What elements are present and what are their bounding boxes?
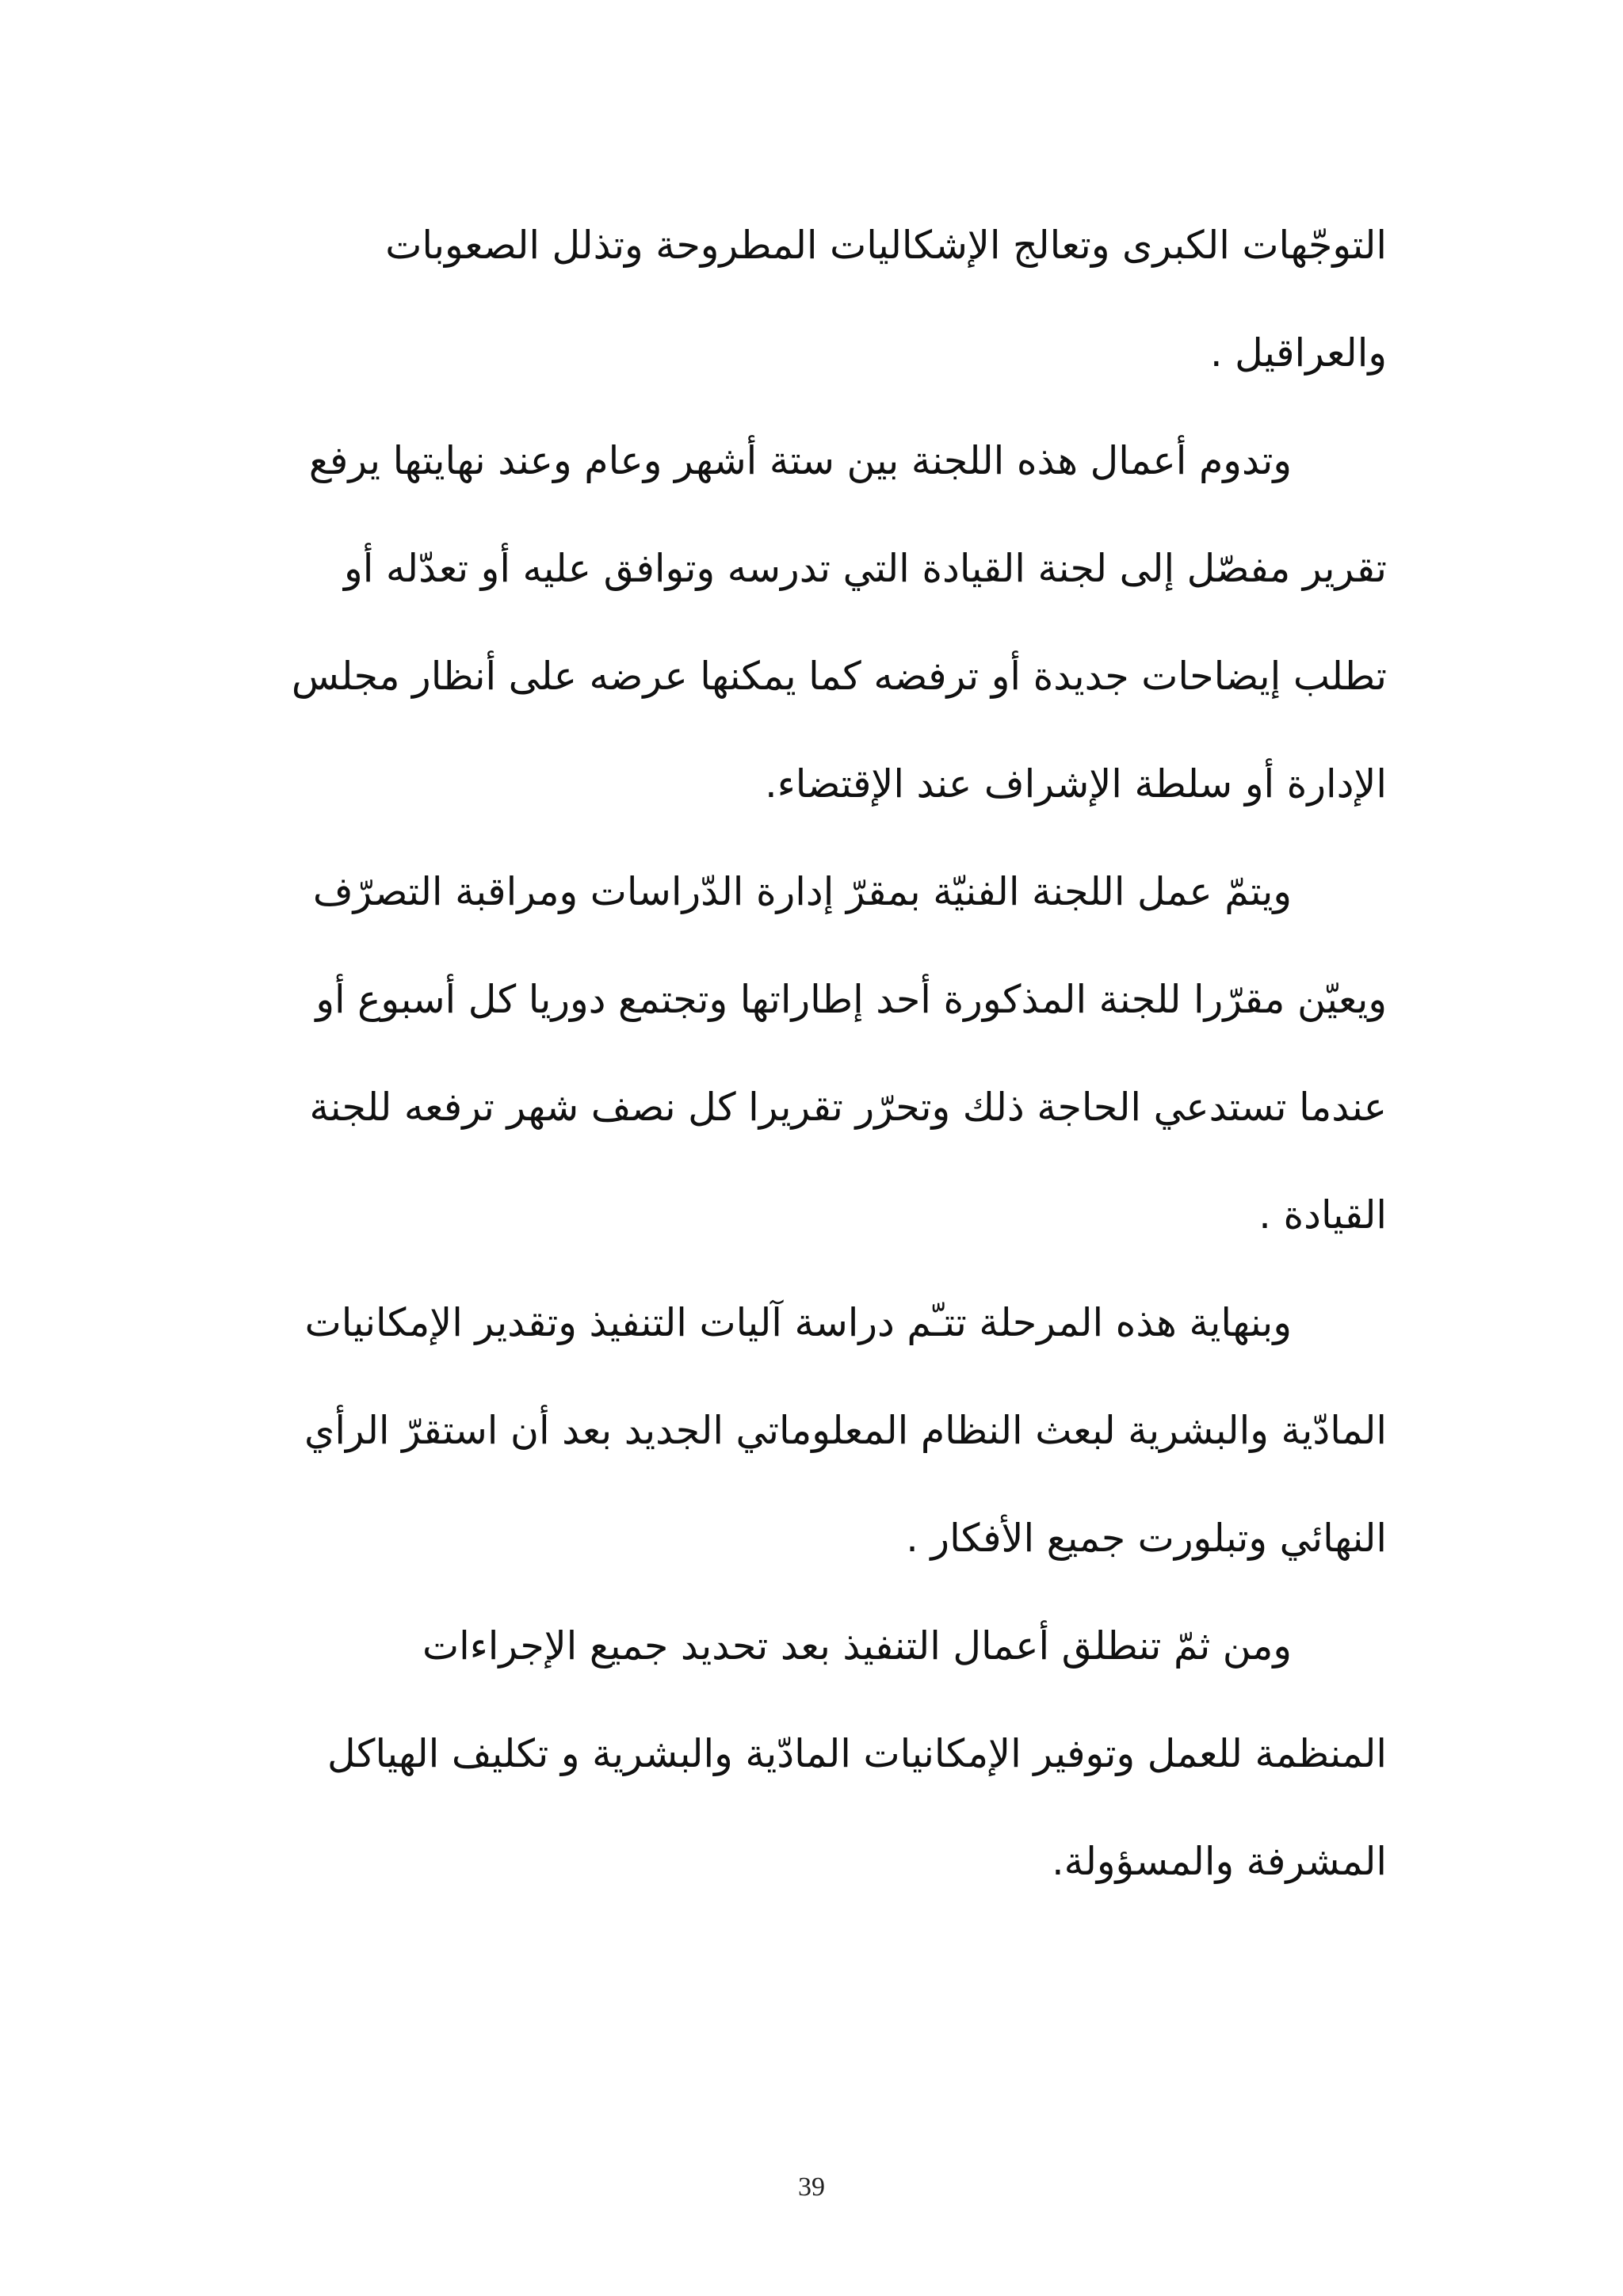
text-line: وتدوم أعمال هذه اللجنة بين ستة أشهر وعام وعند نهايتها يرفع	[308, 438, 1292, 483]
text-line: تقرير مفصّل إلى لجنة القيادة التي تدرسه وتوافق عليه أو تعدّله أو	[344, 546, 1387, 591]
text-line: المشرفة والمسؤولة.	[1052, 1839, 1387, 1884]
body-text	[254, 208, 1387, 1932]
text-line: ويعيّن مقرّرا للجنة المذكورة أحد إطاراتها وتجتمع دوريا كل أسبوع أو	[315, 977, 1387, 1022]
text-line: والعراقيل .	[1210, 330, 1387, 376]
page-number: 39	[798, 2172, 825, 2202]
text-line: ومن ثمّ تنطلق أعمال التنفيذ بعد تحديد جميع الإجراءات	[422, 1623, 1292, 1669]
text-line: التوجّهات الكبرى وتعالج الإشكاليات المطروحة وتذلل الصعوبات	[385, 223, 1387, 268]
text-line: النهائي وتبلورت جميع الأفكار .	[906, 1516, 1387, 1561]
text-line: الإدارة أو سلطة الإشراف عند الإقتضاء.	[765, 761, 1387, 807]
text-line: المادّية والبشرية لبعث النظام المعلوماتي الجديد بعد أن استقرّ الرأي	[304, 1408, 1387, 1453]
text-line: المنظمة للعمل وتوفير الإمكانيات المادّية والبشرية و تكليف الهياكل	[327, 1731, 1387, 1776]
text-line: ويتمّ عمل اللجنة الفنيّة بمقرّ إدارة الدّراسات ومراقبة التصرّف	[312, 869, 1292, 914]
text-line: عندما تستدعي الحاجة ذلك وتحرّر تقريرا كل نصف شهر ترفعه للجنة	[309, 1085, 1387, 1130]
text-line: القيادة .	[1258, 1192, 1387, 1238]
text-line: تطلب إيضاحات جديدة أو ترفضه كما يمكنها عرضه على أنظار مجلس	[291, 654, 1387, 699]
text-line: وبنهاية هذه المرحلة تتـّم دراسة آليات التنفيذ وتقدير الإمكانيات	[304, 1300, 1292, 1345]
